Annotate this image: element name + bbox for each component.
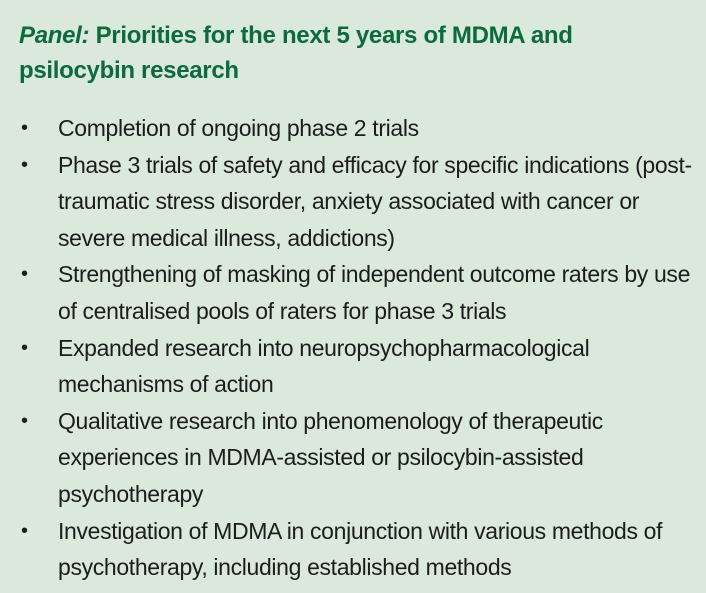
list-item-text: Qualitative research into phenomenology of therapeutic experiences in MDMA-assisted or psilocybin-assisted psychotherapy (58, 407, 603, 507)
bullet-icon: • (21, 336, 28, 359)
list-item (0, 256, 706, 329)
bullet-icon: • (21, 117, 28, 139)
bullet-icon: • (21, 519, 28, 542)
panel-label: Panel: (19, 22, 90, 49)
list-item (0, 147, 706, 257)
list-item-text: Investigation of MDMA in conjunction with various methods of psychotherapy, including established methods (58, 517, 663, 581)
list-item-text: Completion of ongoing phase 2 trials (58, 115, 419, 141)
panel-title-text: Priorities for the next 5 years of MDMA and psilocybin research (19, 22, 573, 84)
list-item (0, 513, 706, 586)
list-item (0, 110, 706, 147)
list-item (0, 330, 706, 403)
list-item (0, 403, 706, 513)
bullet-icon: • (21, 153, 28, 176)
list-item-text: Strengthening of masking of independent outcome raters by use of centralised pools of raters for phase 3 trials (58, 261, 691, 324)
list-item-text: Phase 3 trials of safety and efficacy for specific indications (post-traumatic stress disorder, anxiety associated with cancer or severe medical illness, addictions) (58, 151, 692, 251)
bullet-icon: • (21, 263, 28, 286)
bullet-icon: • (21, 409, 28, 432)
priorities-list (0, 110, 706, 586)
list-item-text: Expanded research into neuropsychopharmacological mechanisms of action (58, 334, 590, 398)
panel-title (19, 18, 689, 88)
